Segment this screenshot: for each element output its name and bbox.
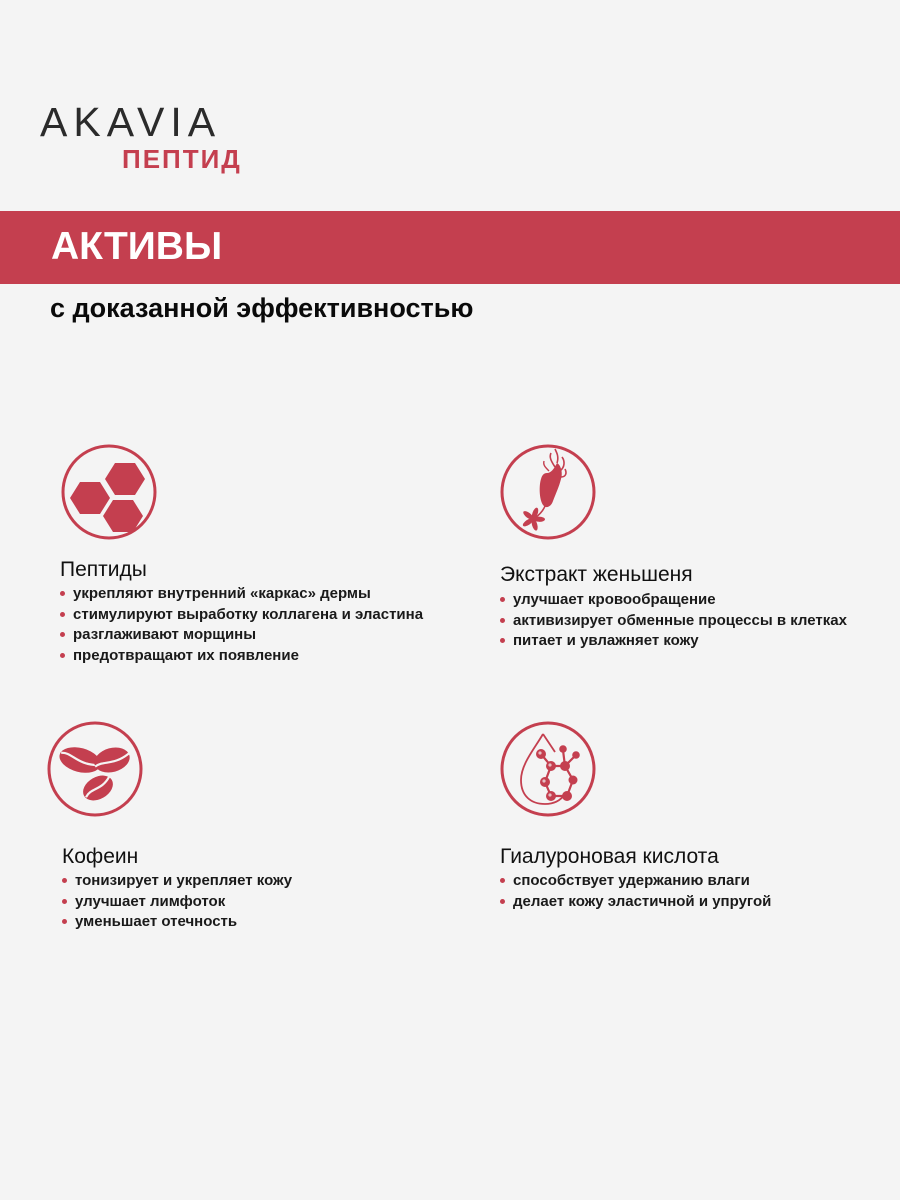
droplet-molecule-icon: [499, 720, 597, 818]
bullet-dot: [62, 878, 67, 883]
bullet-dot: [62, 899, 67, 904]
brand-name: AKAVIA: [40, 99, 222, 145]
product-line-name: ПЕПТИД: [122, 144, 242, 174]
list-item: делает кожу эластичной и упругой: [499, 892, 771, 913]
benefits-list: [499, 590, 847, 652]
title-banner: [0, 211, 900, 284]
bullet-dot: [60, 591, 65, 596]
list-item: стимулируют выработку коллагена и эластина: [59, 605, 423, 626]
list-item: разглаживают морщины: [59, 625, 423, 646]
ginseng-root-icon: [499, 443, 597, 541]
bullet-dot: [60, 612, 65, 617]
active-title: Экстракт женьшеня: [500, 563, 693, 586]
coffee-beans-icon: [46, 720, 144, 818]
bullet-dot: [500, 597, 505, 602]
list-item: улучшает лимфоток: [61, 892, 292, 913]
bullet-dot: [500, 638, 505, 643]
bullet-dot: [500, 899, 505, 904]
list-item: улучшает кровообращение: [499, 590, 847, 611]
bullet-dot: [500, 618, 505, 623]
active-title: Гиалуроновая кислота: [500, 845, 719, 868]
list-item: питает и увлажняет кожу: [499, 631, 847, 652]
bullet-dot: [60, 632, 65, 637]
benefits-list: [499, 871, 771, 912]
benefits-list: [59, 584, 423, 666]
list-item: уменьшает отечность: [61, 912, 292, 933]
list-item: тонизирует и укрепляет кожу: [61, 871, 292, 892]
list-item: активизирует обменные процессы в клетках: [499, 611, 847, 632]
page-subtitle: с доказанной эффективностью: [50, 293, 474, 323]
benefits-list: [61, 871, 292, 933]
active-title: Кофеин: [62, 845, 139, 868]
list-item: укрепляют внутренний «каркас» дермы: [59, 584, 423, 605]
bullet-dot: [500, 878, 505, 883]
list-item: предотвращают их появление: [59, 646, 423, 667]
list-item: способствует удержанию влаги: [499, 871, 771, 892]
hexagons-icon: [60, 443, 158, 541]
bullet-dot: [60, 653, 65, 658]
active-title: Пептиды: [60, 558, 147, 581]
bullet-dot: [62, 919, 67, 924]
page-title: АКТИВЫ: [51, 225, 223, 268]
